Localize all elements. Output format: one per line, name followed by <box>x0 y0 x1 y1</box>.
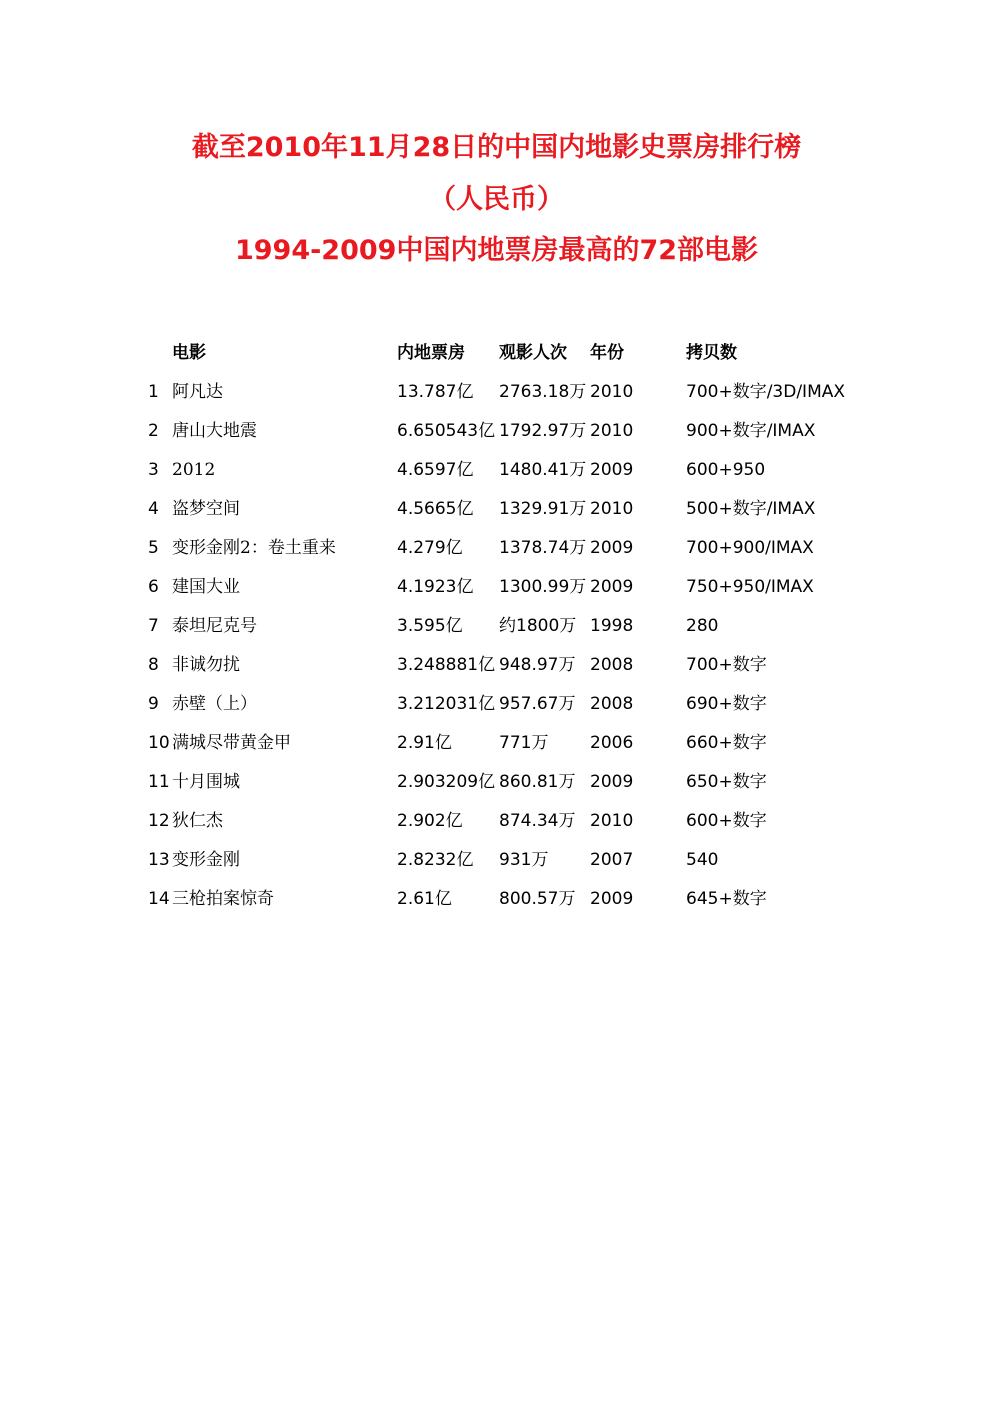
cell-copies: 600+数字 <box>686 811 767 831</box>
table-row <box>148 646 846 685</box>
cell-year: 2008 <box>590 694 634 714</box>
cell-year: 2010 <box>590 811 634 831</box>
cell-year: 2009 <box>590 772 634 792</box>
table-row <box>148 607 846 646</box>
table-row <box>148 802 846 841</box>
table-row <box>148 451 846 490</box>
cell-movie-title: 变形金刚 <box>172 850 240 870</box>
cell-box-office: 13.787亿 <box>397 382 474 402</box>
cell-admissions: 931万 <box>499 850 549 870</box>
cell-year: 2008 <box>590 655 634 675</box>
cell-movie-title: 阿凡达 <box>172 382 223 402</box>
table-row <box>148 529 846 568</box>
table-row <box>148 412 846 451</box>
page-subtitle-range: 1994-2009中国内地票房最高的72部电影 <box>234 235 759 266</box>
page-subtitle-currency: （人民币） <box>429 184 564 215</box>
cell-rank: 9 <box>148 694 159 714</box>
cell-box-office: 2.903209亿 <box>397 772 496 792</box>
header-admissions: 观影人次 <box>499 343 567 363</box>
cell-year: 2009 <box>590 460 634 480</box>
cell-rank: 14 <box>148 889 170 909</box>
box-office-table <box>148 334 846 919</box>
cell-box-office: 2.8232亿 <box>397 850 474 870</box>
cell-admissions: 957.67万 <box>499 694 576 714</box>
cell-box-office: 3.595亿 <box>397 616 463 636</box>
cell-rank: 13 <box>148 850 170 870</box>
cell-copies: 660+数字 <box>686 733 767 753</box>
cell-admissions: 2763.18万 <box>499 382 587 402</box>
cell-copies: 700+数字/3D/IMAX <box>686 382 846 402</box>
cell-admissions: 1480.41万 <box>499 460 587 480</box>
cell-admissions: 1792.97万 <box>499 421 587 441</box>
table-body <box>148 373 846 919</box>
cell-year: 1998 <box>590 616 634 636</box>
cell-rank: 1 <box>148 382 159 402</box>
cell-rank: 2 <box>148 421 159 441</box>
cell-admissions: 874.34万 <box>499 811 576 831</box>
cell-movie-title: 变形金刚2：卷土重来 <box>172 538 336 558</box>
cell-movie-title: 盗梦空间 <box>172 499 240 519</box>
header-rank <box>148 334 172 373</box>
table-row <box>148 685 846 724</box>
cell-year: 2007 <box>590 850 634 870</box>
cell-box-office: 3.248881亿 <box>397 655 496 675</box>
cell-copies: 750+950/IMAX <box>686 577 814 597</box>
cell-admissions: 771万 <box>499 733 549 753</box>
table-row <box>148 880 846 919</box>
cell-year: 2010 <box>590 499 634 519</box>
cell-box-office: 2.61亿 <box>397 889 452 909</box>
cell-box-office: 3.212031亿 <box>397 694 496 714</box>
table-row <box>148 724 846 763</box>
table-row <box>148 490 846 529</box>
cell-box-office: 4.1923亿 <box>397 577 474 597</box>
cell-admissions: 860.81万 <box>499 772 576 792</box>
cell-copies: 700+900/IMAX <box>686 538 814 558</box>
cell-movie-title: 唐山大地震 <box>172 421 257 441</box>
cell-year: 2009 <box>590 538 634 558</box>
header-copies: 拷贝数 <box>686 343 737 363</box>
cell-copies: 280 <box>686 616 719 636</box>
page-title: 截至2010年11月28日的中国内地影史票房排行榜 <box>191 132 802 163</box>
cell-box-office: 4.279亿 <box>397 538 463 558</box>
cell-year: 2009 <box>590 889 634 909</box>
cell-rank: 6 <box>148 577 159 597</box>
cell-year: 2010 <box>590 382 634 402</box>
cell-admissions: 800.57万 <box>499 889 576 909</box>
cell-rank: 8 <box>148 655 159 675</box>
cell-admissions: 约1800万 <box>499 616 577 636</box>
table-header-row <box>148 334 846 373</box>
cell-rank: 3 <box>148 460 159 480</box>
table-row <box>148 373 846 412</box>
cell-copies: 900+数字/IMAX <box>686 421 816 441</box>
cell-rank: 7 <box>148 616 159 636</box>
cell-year: 2009 <box>590 577 634 597</box>
header-box-office: 内地票房 <box>397 343 465 363</box>
cell-copies: 600+950 <box>686 460 766 480</box>
cell-movie-title: 2012 <box>172 460 216 480</box>
cell-copies: 540 <box>686 850 719 870</box>
cell-admissions: 1300.99万 <box>499 577 587 597</box>
cell-admissions: 948.97万 <box>499 655 576 675</box>
cell-admissions: 1378.74万 <box>499 538 587 558</box>
cell-movie-title: 赤壁（上） <box>172 694 257 714</box>
cell-movie-title: 十月围城 <box>172 772 240 792</box>
cell-movie-title: 狄仁杰 <box>172 811 223 831</box>
cell-box-office: 4.6597亿 <box>397 460 474 480</box>
cell-copies: 500+数字/IMAX <box>686 499 816 519</box>
cell-copies: 650+数字 <box>686 772 767 792</box>
cell-box-office: 2.902亿 <box>397 811 463 831</box>
cell-rank: 11 <box>148 772 170 792</box>
cell-rank: 4 <box>148 499 159 519</box>
cell-year: 2006 <box>590 733 634 753</box>
header-year: 年份 <box>590 343 624 363</box>
table-row <box>148 568 846 607</box>
cell-movie-title: 建国大业 <box>172 577 240 597</box>
cell-copies: 645+数字 <box>686 889 767 909</box>
cell-admissions: 1329.91万 <box>499 499 587 519</box>
cell-movie-title: 三枪拍案惊奇 <box>172 889 274 909</box>
cell-movie-title: 泰坦尼克号 <box>172 616 257 636</box>
table-row <box>148 763 846 802</box>
cell-rank: 5 <box>148 538 159 558</box>
cell-box-office: 6.650543亿 <box>397 421 496 441</box>
cell-movie-title: 非诚勿扰 <box>172 655 240 675</box>
cell-rank: 12 <box>148 811 170 831</box>
table-row <box>148 841 846 880</box>
cell-movie-title: 满城尽带黄金甲 <box>172 733 291 753</box>
cell-copies: 700+数字 <box>686 655 767 675</box>
cell-box-office: 4.5665亿 <box>397 499 474 519</box>
header-movie: 电影 <box>172 343 206 363</box>
cell-rank: 10 <box>148 733 170 753</box>
cell-year: 2010 <box>590 421 634 441</box>
cell-box-office: 2.91亿 <box>397 733 452 753</box>
cell-copies: 690+数字 <box>686 694 767 714</box>
